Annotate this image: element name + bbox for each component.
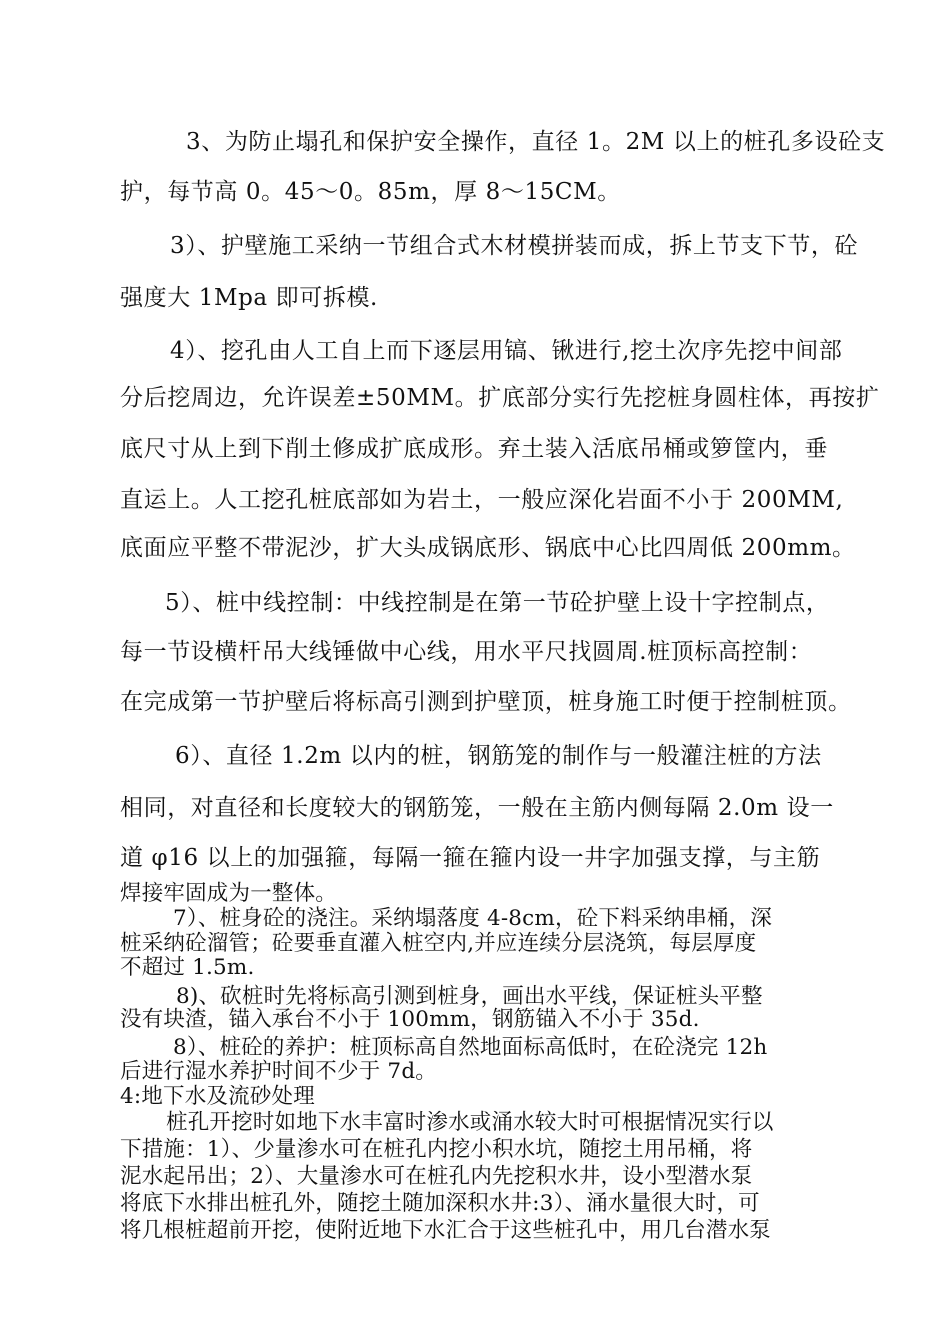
text-line-14: 相同，对直径和长度较大的钢筋笼，一般在主筋内侧每隔 2.0m 设一 <box>120 795 834 821</box>
text-line-17: 7）、桩身砼的浇注。采纳塌落度 4-8cm，砼下料采纳串桶，深 <box>173 906 773 931</box>
text-line-4: 强度大 1Mpa 即可拆模. <box>120 285 378 311</box>
text-line-8: 直运上。人工挖孔桩底部如为岩土，一般应深化岩面不小于 200MM, <box>120 487 844 513</box>
text-line-7: 底尺寸从上到下削土修成扩底成形。弃土装入活底吊桶或箩筐内，垂 <box>120 436 828 462</box>
text-line-6: 分后挖周边，允许误差±50MM。扩底部分实行先挖桩身圆柱体，再按扩 <box>120 385 880 411</box>
text-line-11: 每一节设横杆吊大线锤做中心线，用水平尺找圆周.桩顶标高控制： <box>120 639 813 665</box>
text-line-10: 5）、桩中线控制：中线控制是在第一节砼护壁上设十字控制点， <box>165 590 830 616</box>
text-line-13: 6）、直径 1.2m 以内的桩，钢筋笼的制作与一般灌注桩的方法 <box>175 743 822 769</box>
text-line-29: 将几根桩超前开挖，使附近地下水汇合于这些桩孔中，用几台潜水泵 <box>120 1218 772 1243</box>
text-line-28: 将底下水排出桩孔外，随挖土随加深积水井:3）、涌水量很大时，可 <box>120 1191 760 1216</box>
text-line-20: 8)、砍桩时先将标高引测到桩身，画出水平线，保证桩头平整 <box>176 984 763 1009</box>
text-line-9: 底面应平整不带泥沙，扩大头成锅底形、锅底中心比四周低 200mm。 <box>120 535 856 561</box>
text-line-22: 8）、桩砼的养护：桩顶标高自然地面标高低时，在砼浇完 12h <box>173 1035 768 1060</box>
text-line-27: 泥水起吊出；2）、大量渗水可在桩孔内先挖积水井，设小型潜水泵 <box>120 1164 753 1189</box>
text-line-16: 焊接牢固成为一整体。 <box>120 881 338 906</box>
text-line-12: 在完成第一节护壁后将标高引测到护壁顶，桩身施工时便于控制桩顶。 <box>120 689 852 715</box>
text-line-21: 没有块渣，锚入承台不小于 100mm，钢筋锚入不小于 35d. <box>120 1007 700 1032</box>
text-line-19: 不超过 1.5m. <box>120 955 255 980</box>
text-line-18: 桩采纳砼溜管；砼要垂直灌入桩空内,并应连续分层浇筑，每层厚度 <box>120 931 757 956</box>
text-line-26: 下措施：1）、少量渗水可在桩孔内挖小积水坑，随挖土用吊桶，将 <box>120 1137 753 1162</box>
text-line-3: 3）、护壁施工采纳一节组合式木材模拼装而成，拆上节支下节，砼 <box>170 233 859 259</box>
text-line-23: 后进行湿水养护时间不少于 7d。 <box>120 1059 437 1084</box>
text-line-15: 道 φ16 以上的加强箍，每隔一箍在箍内设一井字加强支撑，与主筋 <box>120 845 821 871</box>
text-line-1: 3、为防止塌孔和保护安全操作，直径 1。2M 以上的桩孔多设砼支 <box>186 129 886 155</box>
section-heading: 4:地下水及流砂处理 <box>120 1084 315 1109</box>
text-line-2: 护，每节高 0。45～0。85m，厚 8～15CM。 <box>120 179 621 205</box>
text-line-5: 4）、挖孔由人工自上而下逐层用镐、锹进行,挖土次序先挖中间部 <box>170 338 843 364</box>
text-line-25: 桩孔开挖时如地下水丰富时渗水或涌水较大时可根据情况实行以 <box>166 1110 774 1135</box>
